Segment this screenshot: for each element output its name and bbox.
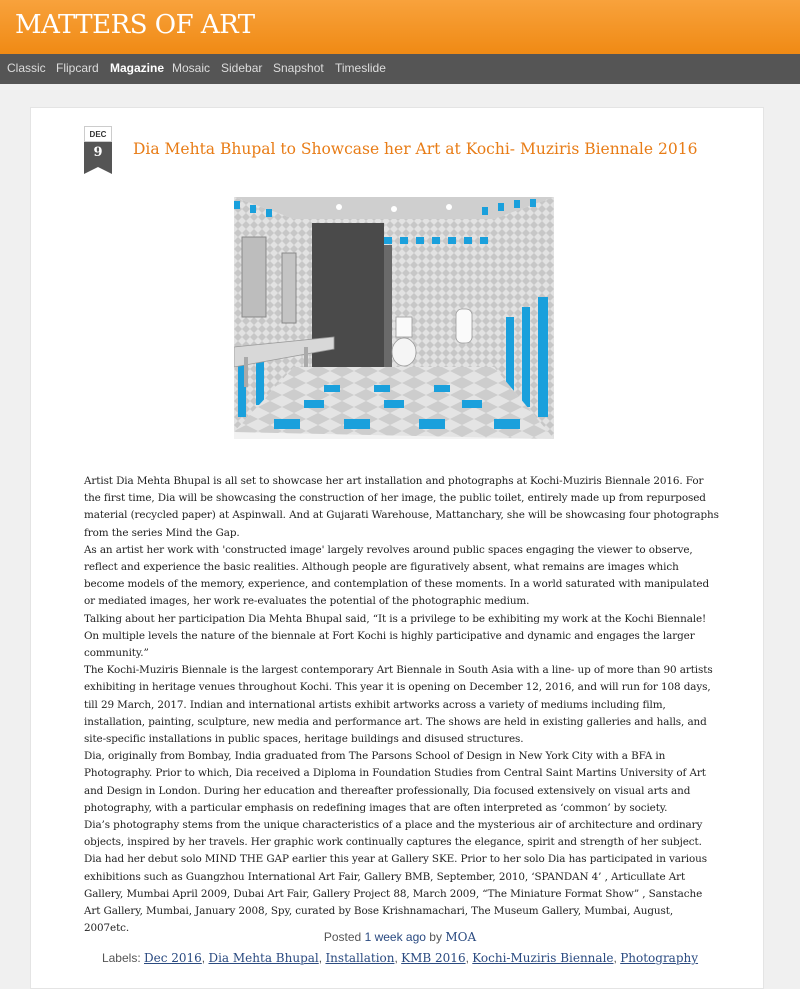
post-labels: Labels: Dec 2016, Dia Mehta Bhupal, Installation, KMB 2016, Kochi-Muziris Biennale, Photography [101,951,699,965]
nav-item-mosaic[interactable]: Mosaic [172,61,211,75]
post-paragraph: Talking about her participation Dia Mehta Bhupal said, “It is a privilege to be exhibiting my work at the Kochi Biennale! On multiple levels the nature of the biennale at Fort Kochi is highly participative and dynamic and engages the larger community.” [84,612,707,660]
label-link[interactable]: Kochi-Muziris Biennale [472,951,614,965]
nav-item-sidebar[interactable]: Sidebar [221,61,263,75]
site-header [0,0,800,54]
post-paragraph: Dia’s photography stems from the unique characteristics of a place and the mysterious air of architecture and ordinary objects, inspired by her travels. Her graphic work continually captures the elegance, spirit and strength of her subject. Dia had her debut solo MIND THE GAP earlier this year at Gallery SKE. Prior to her solo Dia has participated in various exhibitions such as Guangzhou International Art Fair, Gallery BMB, September, 2010, ‘SPANDAN 4’ , Articullate Art Gallery, Mumbai April 2009, Dubai Art Fair, Gallery Project 88, March 2009, “The Miniature Format Show” , Sanstache Art Gallery, Mumbai, January 2008, Spy, curated by Bose Krishnamachari, The Museum Gallery, Mumbai, August, 2007etc. [84,819,707,935]
date-badge [84,126,112,174]
labels-prefix: Labels: [101,951,141,965]
post-paragraph: Artist Dia Mehta Bhupal is all set to showcase her art installation and photographs at Kochi-Muziris Biennale 2016. For the first time, Dia will be showcasing the construction of her image, the public toilet, entirely made up from repurposed material (recycled paper) at Aspinwall. And at Gujarati Warehouse, Mattanchary, she will be showcasing four photographs from the series Mind the Gap. [84,475,719,539]
post-paragraph: The Kochi-Muziris Biennale is the largest contemporary Art Biennale in South Asia with a line- up of more than 90 artists exhibiting in heritage venues throughout Kochi. This year it is opening on December 12, 2016, and will run for 108 days, till 29 March, 2017. Indian and international artists exhibit artworks across a variety of mediums including film, installation, painting, sculpture, new media and performance art. The shows are held in existing galleries and halls, and site-specific installations in public spaces, heritage buildings and disused structures. [84,664,713,746]
posted-prefix: Posted [323,930,362,944]
label-link[interactable]: Dec 2016 [144,951,202,965]
post-body [84,473,720,937]
artwork-image[interactable] [234,197,554,439]
posted-by-word: by [429,930,442,944]
date-day: 9 [93,145,103,160]
post-paragraph: As an artist her work with 'constructed image' largely revolves around public spaces engaging the viewer to observe, reflect and experience the basic realities. Although people are figuratively absent, what remains are images which become models of the memory, experience, and contemplation of these moments. In a world saturated with manipulated or mediated images, her work re-evaluates the potential of the photographic medium. [84,543,710,608]
label-link[interactable]: Photography [620,951,699,965]
label-link[interactable]: Installation [325,951,395,965]
label-link[interactable]: Dia Mehta Bhupal [208,951,319,965]
author-link[interactable]: MOA [445,930,477,944]
view-nav [0,54,800,84]
nav-item-flipcard[interactable]: Flipcard [56,61,99,75]
date-month: DEC [84,126,112,142]
posted-time-link[interactable]: 1 week ago [364,930,426,944]
post-paragraph: Dia, originally from Bombay, India graduated from The Parsons School of Design in New York City with a BFA in Photography. Prior to which, Dia received a Diploma in Foundation Studies from Central Saint Martins University of Art and Design in London. During her education and thereafter professionally, Dia focused extensively on visual arts and photography, with a particular emphasis on redefining images that are often interpreted as ‘common’ by society. [84,750,706,814]
label-link[interactable]: KMB 2016 [401,951,466,965]
nav-item-classic[interactable]: Classic [7,61,46,75]
nav-item-timeslide[interactable]: Timeslide [335,61,386,75]
post-title[interactable]: Dia Mehta Bhupal to Showcase her Art at Kochi- Muziris Biennale 2016 [133,140,698,158]
nav-item-snapshot[interactable]: Snapshot [273,61,324,75]
nav-item-magazine[interactable]: Magazine [110,61,165,75]
site-title[interactable]: MATTERS OF ART [15,10,255,40]
post-meta [0,930,800,944]
